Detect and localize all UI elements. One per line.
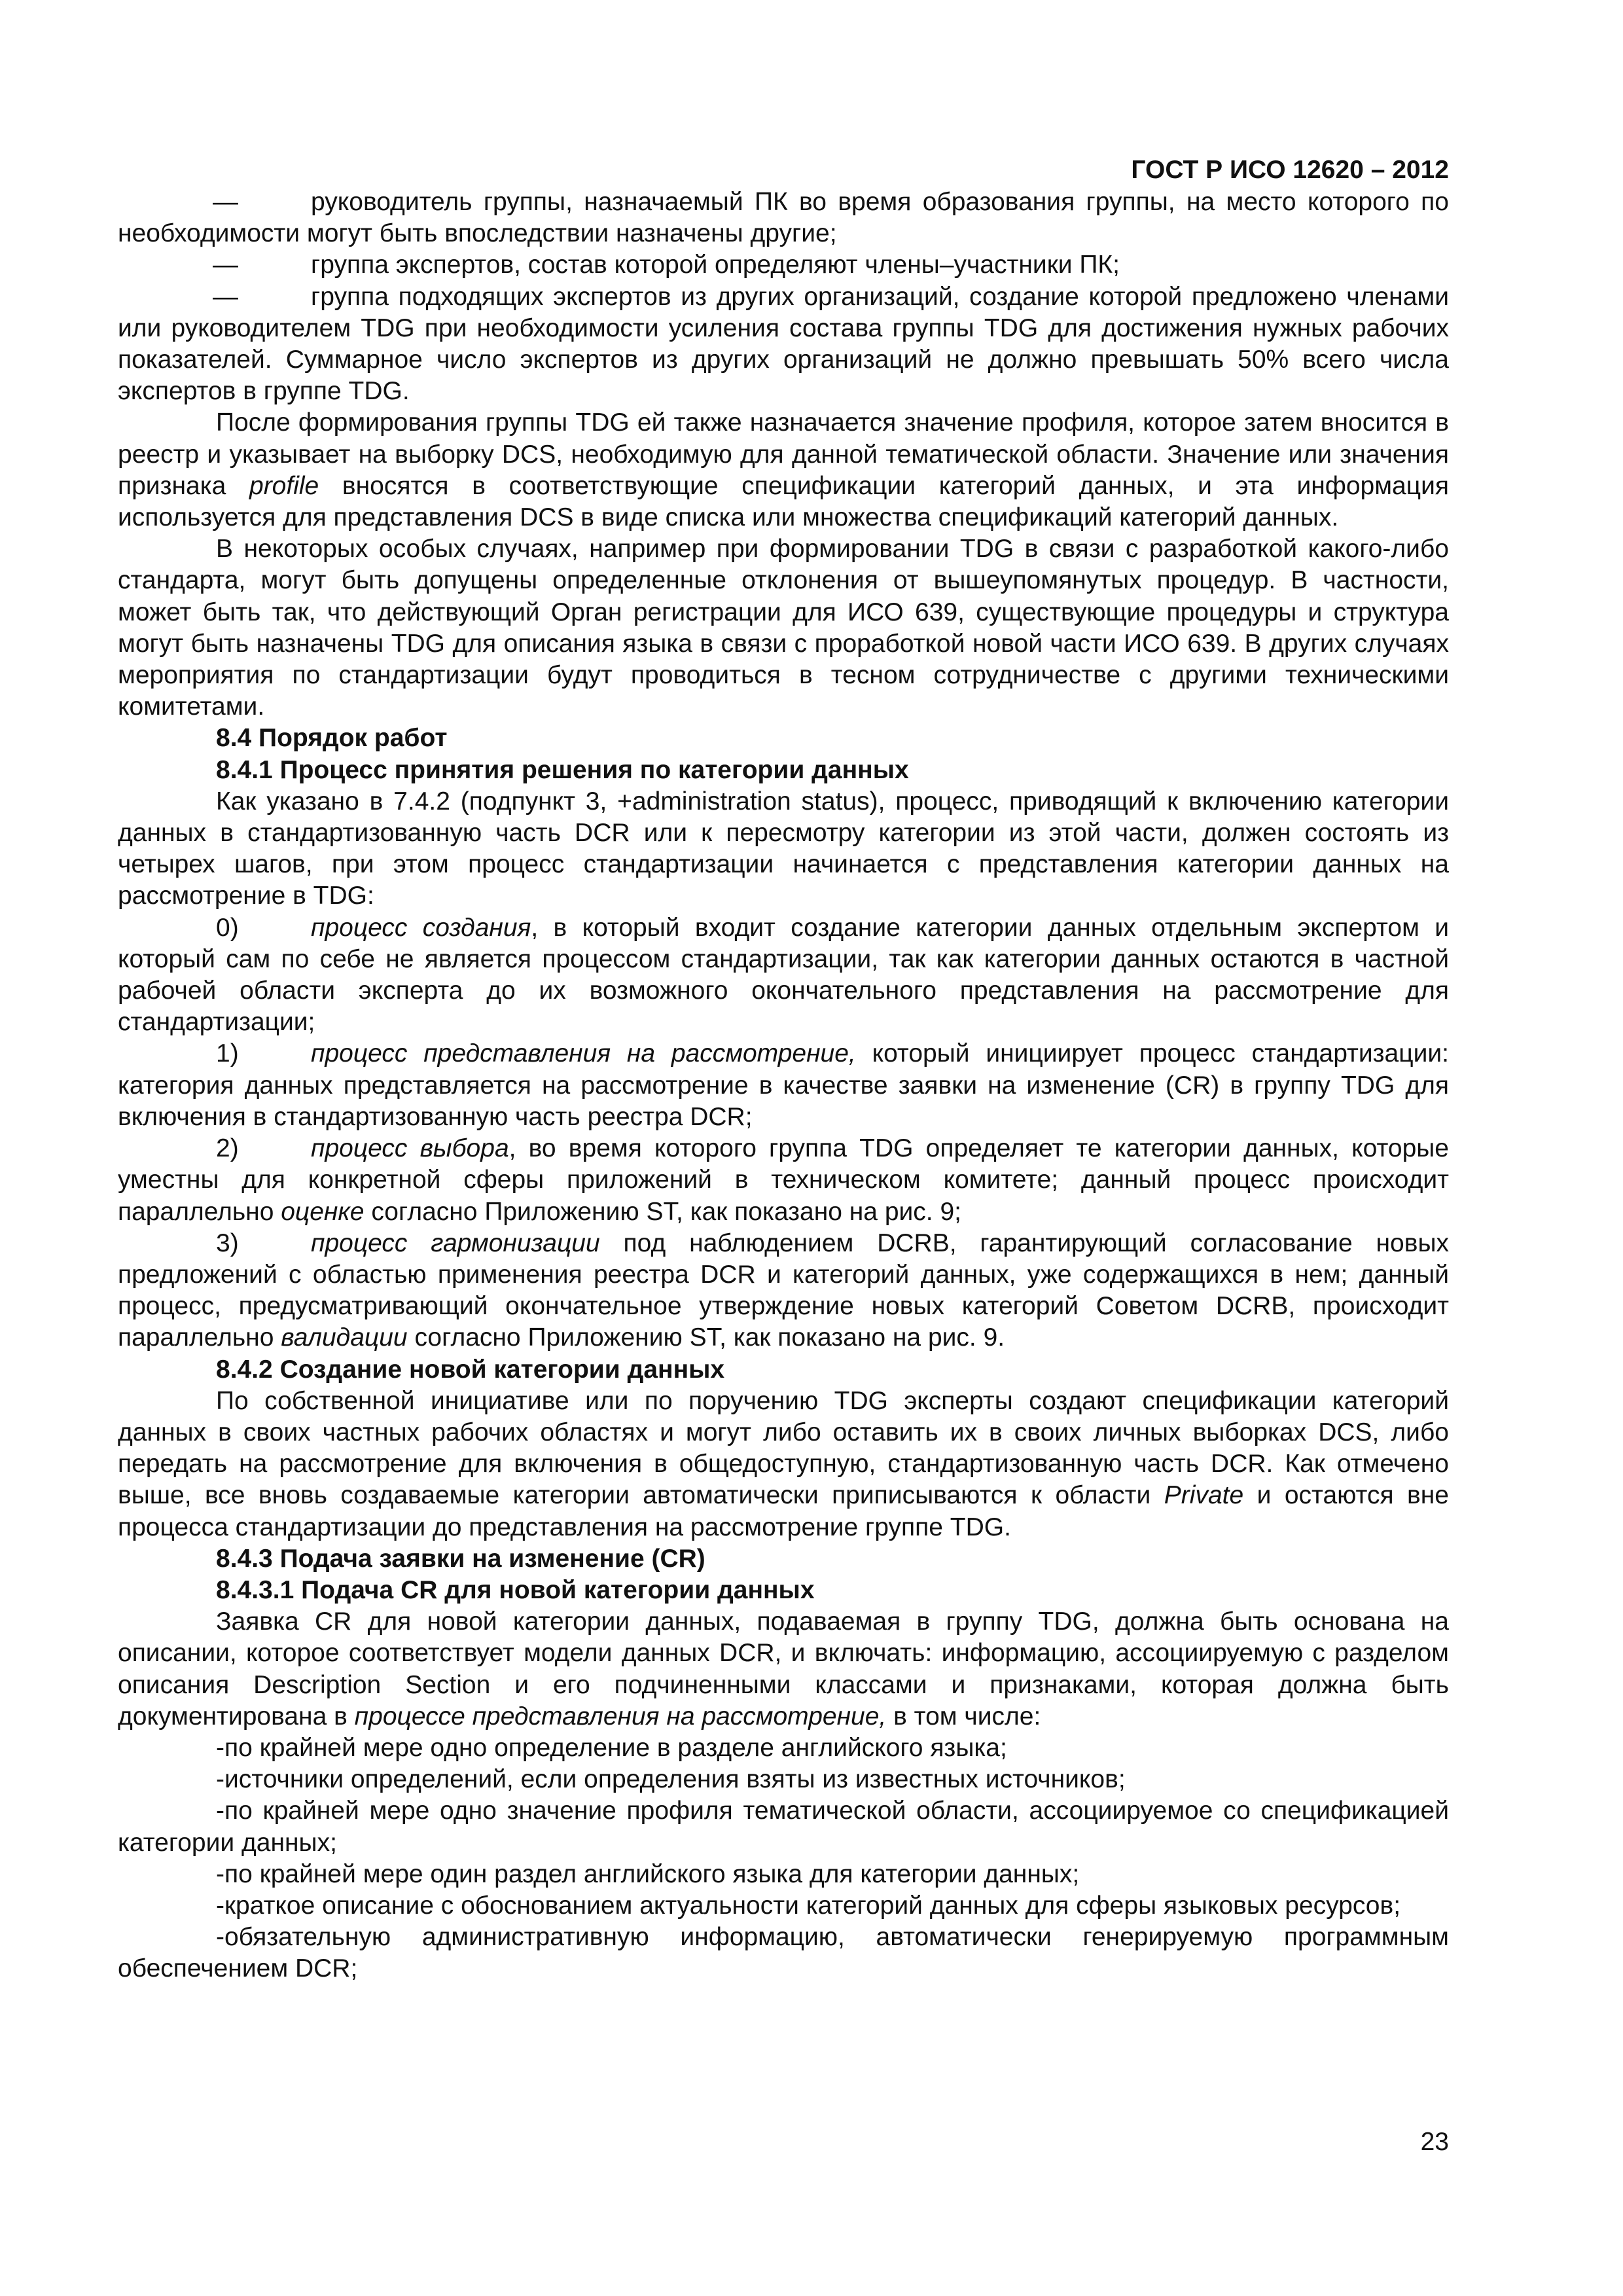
step-item (118, 1133, 1449, 1228)
list-item-text: группа подходящих экспертов из других организаций, создание которой предложено членами или руководителем TDG при необходимости усиления состава группы TDG для достижения нужных рабочих показателей. Суммарное число экспертов из других организаций не должно превышать 50% всего числа экспертов в группе TDG. (118, 282, 1449, 406)
step-number: 2) (216, 1134, 239, 1163)
cr-list-item: -по крайней мере одно определение в разделе английского языка; (216, 1733, 1007, 1762)
italic-term: процесс выбора (311, 1134, 509, 1163)
text-run: Заявка CR для новой категории данных, подаваемая в группу TDG, должна быть основана на описании, которое соответствует модели данных DCR, и включать: информацию, ассоциируемую с разделом описания Description Section и его подчиненными классами и признаками, которая должна быть документирована в (118, 1607, 1449, 1731)
list-item-text: группа экспертов, состав которой определяют члены–участники ПК; (311, 251, 1120, 279)
cr-list-item: -источники определений, если определения взяты из известных источников; (216, 1765, 1126, 1794)
step-text: согласно Приложению ST, как показано на рис. 9. (407, 1323, 1005, 1352)
text-run: По собственной инициативе или по поручению TDG эксперты создают спецификации категорий данных в своих частных рабочих областях и могут либо оставить их в своих личных выборках DCS, либо передать на рассмотрение для включения в общедоступную, стандартизованную часть DCR. Как отмечено выше, все вновь создаваемые категории автоматически приписываются к области (118, 1386, 1449, 1510)
list-item (118, 187, 1449, 249)
standard-header: ГОСТ Р ИСО 12620 – 2012 (1131, 156, 1449, 184)
text-run: и остаются вне процесса стандартизации до представления на рассмотрение группе TDG. (118, 1481, 1449, 1541)
step-item (118, 1038, 1449, 1133)
cr-list-item: -краткое описание с обоснованием актуальности категорий данных для сферы языковых ресурсов; (216, 1891, 1401, 1920)
step-item (118, 1228, 1449, 1354)
section-heading-8-4-1: 8.4.1 Процесс принятия решения по категории данных (216, 755, 909, 784)
document-body (118, 187, 1449, 1985)
italic-term: Private (1164, 1481, 1244, 1510)
italic-term: валидации (281, 1323, 408, 1352)
step-text: согласно Приложению ST, как показано на рис. 9; (364, 1197, 962, 1226)
cr-list-item: -по крайней мере один раздел английского языка для категории данных; (216, 1859, 1080, 1888)
italic-term: profile (249, 471, 319, 500)
list-item (118, 281, 1449, 408)
paragraph-profile (118, 407, 1449, 533)
step-number: 3) (216, 1229, 239, 1257)
list-item-text: руководитель группы, назначаемый ПК во время образования группы, на место которого по необходимости могут быть впоследствии назначены другие; (118, 188, 1449, 248)
italic-term: процессе представления на рассмотрение, (354, 1702, 887, 1731)
step-text: который инициирует процесс стандартизации: категория данных представляется на рассмотрение в качестве заявки на изменение (CR) в группу TDG для включения в стандартизованную часть реестра DCR; (118, 1039, 1449, 1131)
paragraph-8-4-3-1 (118, 1606, 1449, 1732)
dash-marker: — (213, 282, 238, 311)
section-heading-8-4-2: 8.4.2 Создание новой категории данных (216, 1355, 725, 1384)
step-number: 1) (216, 1039, 239, 1068)
section-heading-8-4: 8.4 Порядок работ (216, 724, 448, 753)
text-run: вносятся в соответствующие спецификации категорий данных, и эта информация используется для представления DCS в виде списка или множества спецификаций категорий данных. (118, 471, 1449, 532)
dash-marker: — (213, 188, 238, 216)
list-item (118, 249, 1449, 281)
paragraph-8-4-1: Как указано в 7.4.2 (подпункт 3, +administration status), процесс, приводящий к включению категории данных в стандартизованную часть DCR или к пересмотру категории из этой части, должен состоять из четырех шагов, при этом процесс стандартизации начинается с представления категории данных на рассмотрение в TDG: (118, 787, 1449, 910)
step-text: под наблюдением DCRB, гарантирующий согласование новых предложений с областью применения реестра DCR и категорий данных, уже содержащихся в нем; данный процесс, предусматривающий окончательное утверждение новых категорий Советом DCRB, происходит параллельно (118, 1229, 1449, 1352)
dash-marker: — (213, 251, 238, 279)
cr-list-item: -по крайней мере одно значение профиля тематической области, ассоциируемое со спецификацией категории данных; (118, 1797, 1449, 1857)
step-number: 0) (216, 913, 239, 942)
italic-term: оценке (281, 1197, 365, 1226)
section-heading-8-4-3-1: 8.4.3.1 Подача CR для новой категории данных (216, 1575, 815, 1604)
step-text: , во время которого группа TDG определяет те категории данных, которые уместны для конкретной сферы приложений в техническом комитете; данный процесс происходит параллельно (118, 1134, 1450, 1226)
paragraph-8-4-2 (118, 1386, 1449, 1543)
text-run: После формирования группы TDG ей также назначается значение профиля, которое затем вносится в реестр и указывает на выборку DCS, необходимую для данной тематической области. Значение или значения признака (118, 408, 1449, 500)
section-heading-8-4-3: 8.4.3 Подача заявки на изменение (CR) (216, 1544, 705, 1573)
italic-term: процесс гармонизации (311, 1229, 600, 1257)
page-number: 23 (1420, 2128, 1449, 2156)
text-run: в том числе: (886, 1702, 1041, 1731)
italic-term: процесс представления на рассмотрение, (311, 1039, 856, 1068)
paragraph-special-cases: В некоторых особых случаях, например при формировании TDG в связи с разработкой какого-либо стандарта, могут быть допущены определенные отклонения от вышеупомянутых процедур. В частности, может быть так, что действующий Орган регистрации для ИСО 639, существующие процедуры и структура могут быть назначены TDG для описания языка в связи с проработкой новой части ИСО 639. В других случаях мероприятия по стандартизации будут проводиться в тесном сотрудничестве с другими техническими комитетами. (118, 535, 1449, 721)
cr-list-item: -обязательную административную информацию, автоматически генерируемую программным обеспечением DCR; (118, 1923, 1449, 1983)
step-text: , в который входит создание категории данных отдельным экспертом и который сам по себе не является процессом стандартизации, так как категории данных остаются в частной рабочей области эксперта до их возможного окончательного представления на рассмотрение для стандартизации; (118, 913, 1449, 1037)
italic-term: процесс создания (311, 913, 531, 942)
step-item (118, 912, 1449, 1039)
